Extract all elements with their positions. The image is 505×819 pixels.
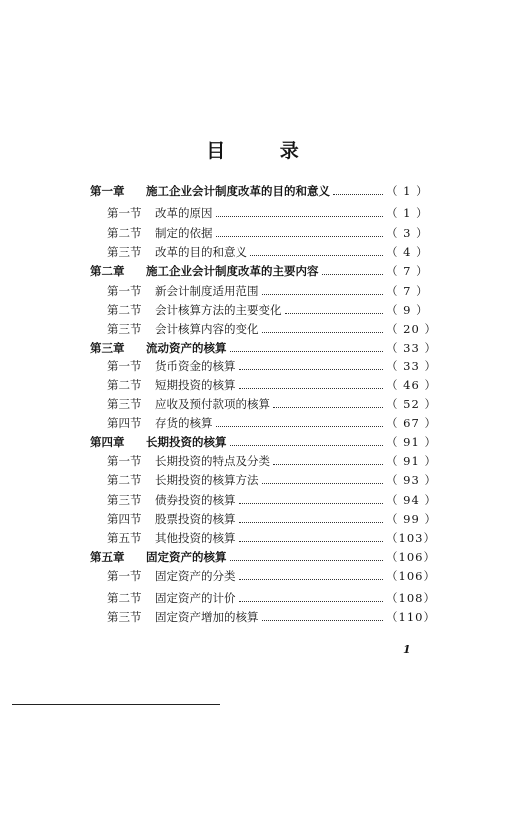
dot-leader: [216, 216, 383, 217]
page-ref: （ 91 ）: [386, 454, 437, 468]
page-ref: （ 20 ）: [386, 322, 437, 336]
toc-chapter-entry: [0, 181, 505, 201]
section-title: 制定的依据: [155, 226, 213, 240]
dot-leader: [216, 426, 383, 427]
section-title: 固定资产的计价: [155, 591, 236, 605]
toc-section-entry: [0, 413, 505, 433]
toc-section-entry: [0, 203, 505, 223]
section-number: 第一节: [107, 206, 142, 220]
dot-leader: [230, 351, 383, 352]
dot-leader: [273, 407, 383, 408]
page-ref: （106）: [386, 550, 436, 564]
dot-leader: [250, 255, 383, 256]
dot-leader: [273, 464, 383, 465]
dot-leader: [239, 601, 383, 602]
chapter-number: 第一章: [90, 184, 125, 198]
section-title: 改革的原因: [155, 206, 213, 220]
page-ref: （ 46 ）: [386, 378, 437, 392]
section-number: 第三节: [107, 610, 142, 624]
section-number: 第四节: [107, 512, 142, 526]
toc-section-entry: [0, 470, 505, 490]
toc-section-entry: [0, 451, 505, 471]
dot-leader: [262, 483, 383, 484]
section-number: 第二节: [107, 303, 142, 317]
section-title: 会计核算方法的主要变化: [155, 303, 282, 317]
page-ref: （ 33 ）: [386, 359, 437, 373]
toc-section-entry: [0, 588, 505, 608]
toc-section-entry: [0, 528, 505, 548]
section-title: 短期投资的核算: [155, 378, 236, 392]
dot-leader: [239, 369, 383, 370]
page-ref: （ 93 ）: [386, 473, 437, 487]
section-title: 货币资金的核算: [155, 359, 236, 373]
chapter-title: 施工企业会计制度改革的主要内容: [146, 264, 319, 278]
section-title: 长期投资的核算方法: [155, 473, 259, 487]
page-ref: （108）: [386, 591, 436, 605]
section-number: 第一节: [107, 359, 142, 373]
section-number: 第四节: [107, 416, 142, 430]
dot-leader: [230, 560, 383, 561]
section-title: 应收及预付款项的核算: [155, 397, 270, 411]
toc-title: 目 录: [206, 140, 323, 162]
page-ref: （ 94 ）: [386, 493, 437, 507]
section-number: 第三节: [107, 245, 142, 259]
page-ref: （ 99 ）: [386, 512, 437, 526]
page-ref: （ 7 ）: [386, 264, 429, 278]
toc-section-entry: [0, 281, 505, 301]
chapter-number: 第四章: [90, 435, 125, 449]
dot-leader: [262, 294, 383, 295]
chapter-title: 流动资产的核算: [146, 341, 227, 355]
chapter-number: 第三章: [90, 341, 125, 355]
section-number: 第一节: [107, 569, 142, 583]
dot-leader: [216, 236, 383, 237]
toc-chapter-entry: [0, 432, 505, 452]
section-number: 第一节: [107, 284, 142, 298]
section-number: 第五节: [107, 531, 142, 545]
section-number: 第三节: [107, 397, 142, 411]
section-number: 第二节: [107, 591, 142, 605]
toc-chapter-entry: [0, 338, 505, 358]
chapter-number: 第五章: [90, 550, 125, 564]
dot-leader: [262, 332, 383, 333]
section-title: 固定资产的分类: [155, 569, 236, 583]
section-title: 改革的目的和意义: [155, 245, 247, 259]
toc-section-entry: [0, 356, 505, 376]
toc-chapter-entry: [0, 261, 505, 281]
dot-leader: [230, 445, 383, 446]
page-ref: （ 91 ）: [386, 435, 437, 449]
dot-leader: [239, 522, 383, 523]
dot-leader: [239, 388, 383, 389]
toc-section-entry: [0, 394, 505, 414]
section-number: 第三节: [107, 493, 142, 507]
dot-leader: [262, 620, 383, 621]
section-title: 新会计制度适用范围: [155, 284, 259, 298]
page-ref: （ 9 ）: [386, 303, 429, 317]
toc-section-entry: [0, 509, 505, 529]
page-ref: （ 67 ）: [386, 416, 437, 430]
dot-leader: [239, 579, 383, 580]
page-ref: （106）: [386, 569, 436, 583]
section-number: 第二节: [107, 226, 142, 240]
page-ref: （ 7 ）: [386, 284, 429, 298]
page-ref: （110）: [386, 610, 436, 624]
toc-section-entry: [0, 566, 505, 586]
dot-leader: [239, 541, 383, 542]
footer-rule: [12, 704, 220, 705]
section-number: 第三节: [107, 322, 142, 336]
page-number: 1: [403, 643, 411, 656]
toc-section-entry: [0, 242, 505, 262]
page-ref: （ 1 ）: [386, 206, 429, 220]
chapter-number: 第二章: [90, 264, 125, 278]
section-title: 固定资产增加的核算: [155, 610, 259, 624]
toc-chapter-entry: [0, 547, 505, 567]
section-number: 第一节: [107, 454, 142, 468]
toc-section-entry: [0, 375, 505, 395]
chapter-title: 长期投资的核算: [146, 435, 227, 449]
section-title: 股票投资的核算: [155, 512, 236, 526]
toc-section-entry: [0, 490, 505, 510]
toc-section-entry: [0, 223, 505, 243]
section-title: 其他投资的核算: [155, 531, 236, 545]
page-ref: （ 4 ）: [386, 245, 429, 259]
toc-section-entry: [0, 300, 505, 320]
toc-section-entry: [0, 319, 505, 339]
section-number: 第二节: [107, 473, 142, 487]
section-title: 会计核算内容的变化: [155, 322, 259, 336]
dot-leader: [333, 194, 383, 195]
chapter-title: 施工企业会计制度改革的目的和意义: [146, 184, 330, 198]
page-ref: （ 52 ）: [386, 397, 437, 411]
page-ref: （ 33 ）: [386, 341, 437, 355]
section-title: 债券投资的核算: [155, 493, 236, 507]
page-ref: （ 1 ）: [386, 184, 429, 198]
chapter-title: 固定资产的核算: [146, 550, 227, 564]
page-ref: （103）: [386, 531, 436, 545]
dot-leader: [239, 503, 383, 504]
dot-leader: [322, 274, 383, 275]
dot-leader: [285, 313, 383, 314]
section-title: 存货的核算: [155, 416, 213, 430]
section-title: 长期投资的特点及分类: [155, 454, 270, 468]
toc-section-entry: [0, 607, 505, 627]
section-number: 第二节: [107, 378, 142, 392]
page-ref: （ 3 ）: [386, 226, 429, 240]
